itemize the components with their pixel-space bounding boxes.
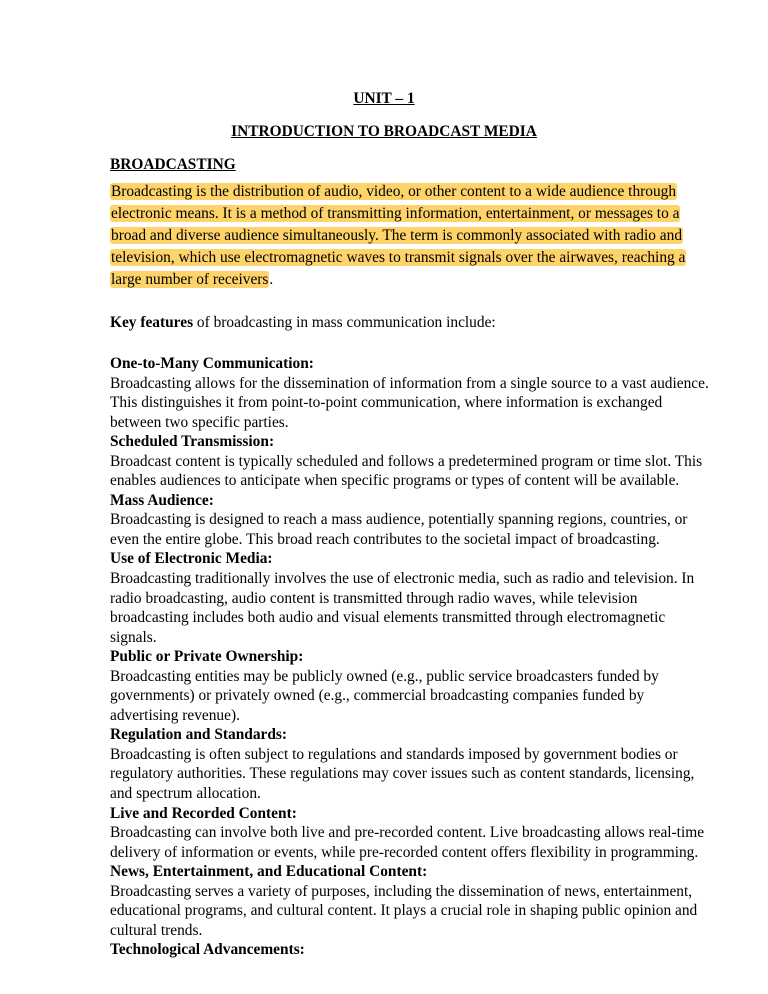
intro-end: . (269, 271, 274, 288)
feature-title: Scheduled Transmission: (110, 433, 275, 451)
feature-description-line: educational programs, and cultural content. It plays a crucial role in shaping public opinion and (110, 902, 698, 920)
feature-title: Mass Audience: (110, 491, 214, 509)
feature-description-line: Broadcasting entities may be publicly owned (e.g., public service broadcasters funded by (110, 667, 659, 685)
features-list (110, 354, 709, 960)
intro-line (110, 247, 686, 269)
chapter-title: INTRODUCTION TO BROADCAST MEDIA (231, 123, 537, 140)
feature-description-line: Broadcast content is typically scheduled and follows a predetermined program or time slot. This (110, 452, 703, 470)
feature-description-line: even the entire globe. This broad reach contributes to the societal impact of broadcasting. (110, 530, 660, 548)
feature-description-line: enables audiences to anticipate when specific programs or types of content will be available. (110, 472, 680, 490)
feature-description-line: advertising revenue). (110, 706, 240, 724)
feature-title: Regulation and Standards: (110, 726, 288, 744)
key-features-intro (110, 314, 496, 332)
feature-description-line: broadcasting includes both audio and visual elements transmitted through electromagnetic (110, 609, 666, 627)
feature-description-line: delivery of information or events, while pre-recorded content offers flexibility in programming. (110, 843, 699, 861)
feature-description-line: governments) or privately owned (e.g., commercial broadcasting companies funded by (110, 687, 645, 705)
feature-description-line: Broadcasting is designed to reach a mass audience, potentially spanning regions, countries, or (110, 511, 688, 529)
feature-title: News, Entertainment, and Educational Content: (110, 863, 428, 881)
feature-title: Public or Private Ownership: (110, 648, 304, 666)
intro-line (110, 225, 686, 247)
intro-line (110, 203, 686, 225)
intro-line (110, 269, 686, 291)
feature-description-line: between two specific parties. (110, 413, 289, 431)
highlighted-text: Broadcasting is the distribution of audio, video, or other content to a wide audience through (111, 183, 677, 200)
feature-description-line: Broadcasting serves a variety of purposes, including the dissemination of news, entertainment, (110, 882, 693, 900)
feature-description-line: Broadcasting traditionally involves the use of electronic media, such as radio and television. In (110, 570, 695, 588)
feature-description-line: Broadcasting is often subject to regulations and standards imposed by government bodies or (110, 745, 678, 763)
feature-title: Technological Advancements: (110, 941, 305, 959)
intro-paragraph (110, 181, 686, 291)
unit-title: UNIT – 1 (353, 90, 415, 107)
feature-description-line: radio broadcasting, audio content is transmitted through radio waves, while television (110, 589, 638, 607)
intro-line (110, 181, 686, 203)
section-heading: BROADCASTING (110, 156, 236, 173)
highlighted-text: large number of receivers (111, 271, 269, 288)
highlighted-text: television, which use electromagnetic waves to transmit signals over the airwaves, reaching a (111, 249, 686, 266)
highlighted-text: electronic means. It is a method of transmitting information, entertainment, or messages to a (111, 205, 680, 222)
feature-title: One-to-Many Communication: (110, 355, 314, 372)
feature-description-line: cultural trends. (110, 921, 203, 939)
highlighted-text: broad and diverse audience simultaneously. The term is commonly associated with radio and (111, 227, 683, 244)
feature-title: Use of Electronic Media: (110, 550, 273, 568)
feature-title: Live and Recorded Content: (110, 804, 297, 822)
feature-description-line: This distinguishes it from point-to-point communication, where information is exchanged (110, 394, 663, 412)
feature-description-line: signals. (110, 628, 157, 646)
feature-description-line: and spectrum allocation. (110, 785, 261, 803)
feature-description-line: regulatory authorities. These regulations may cover issues such as content standards, licensing, (110, 765, 695, 783)
key-features-bold: Key features (110, 314, 194, 331)
feature-description-line: Broadcasting can involve both live and pre-recorded content. Live broadcasting allows real-time (110, 824, 705, 842)
key-features-text: of broadcasting in mass communication include: (193, 314, 496, 331)
feature-description-line: Broadcasting allows for the dissemination of information from a single source to a vast audience. (110, 374, 709, 392)
